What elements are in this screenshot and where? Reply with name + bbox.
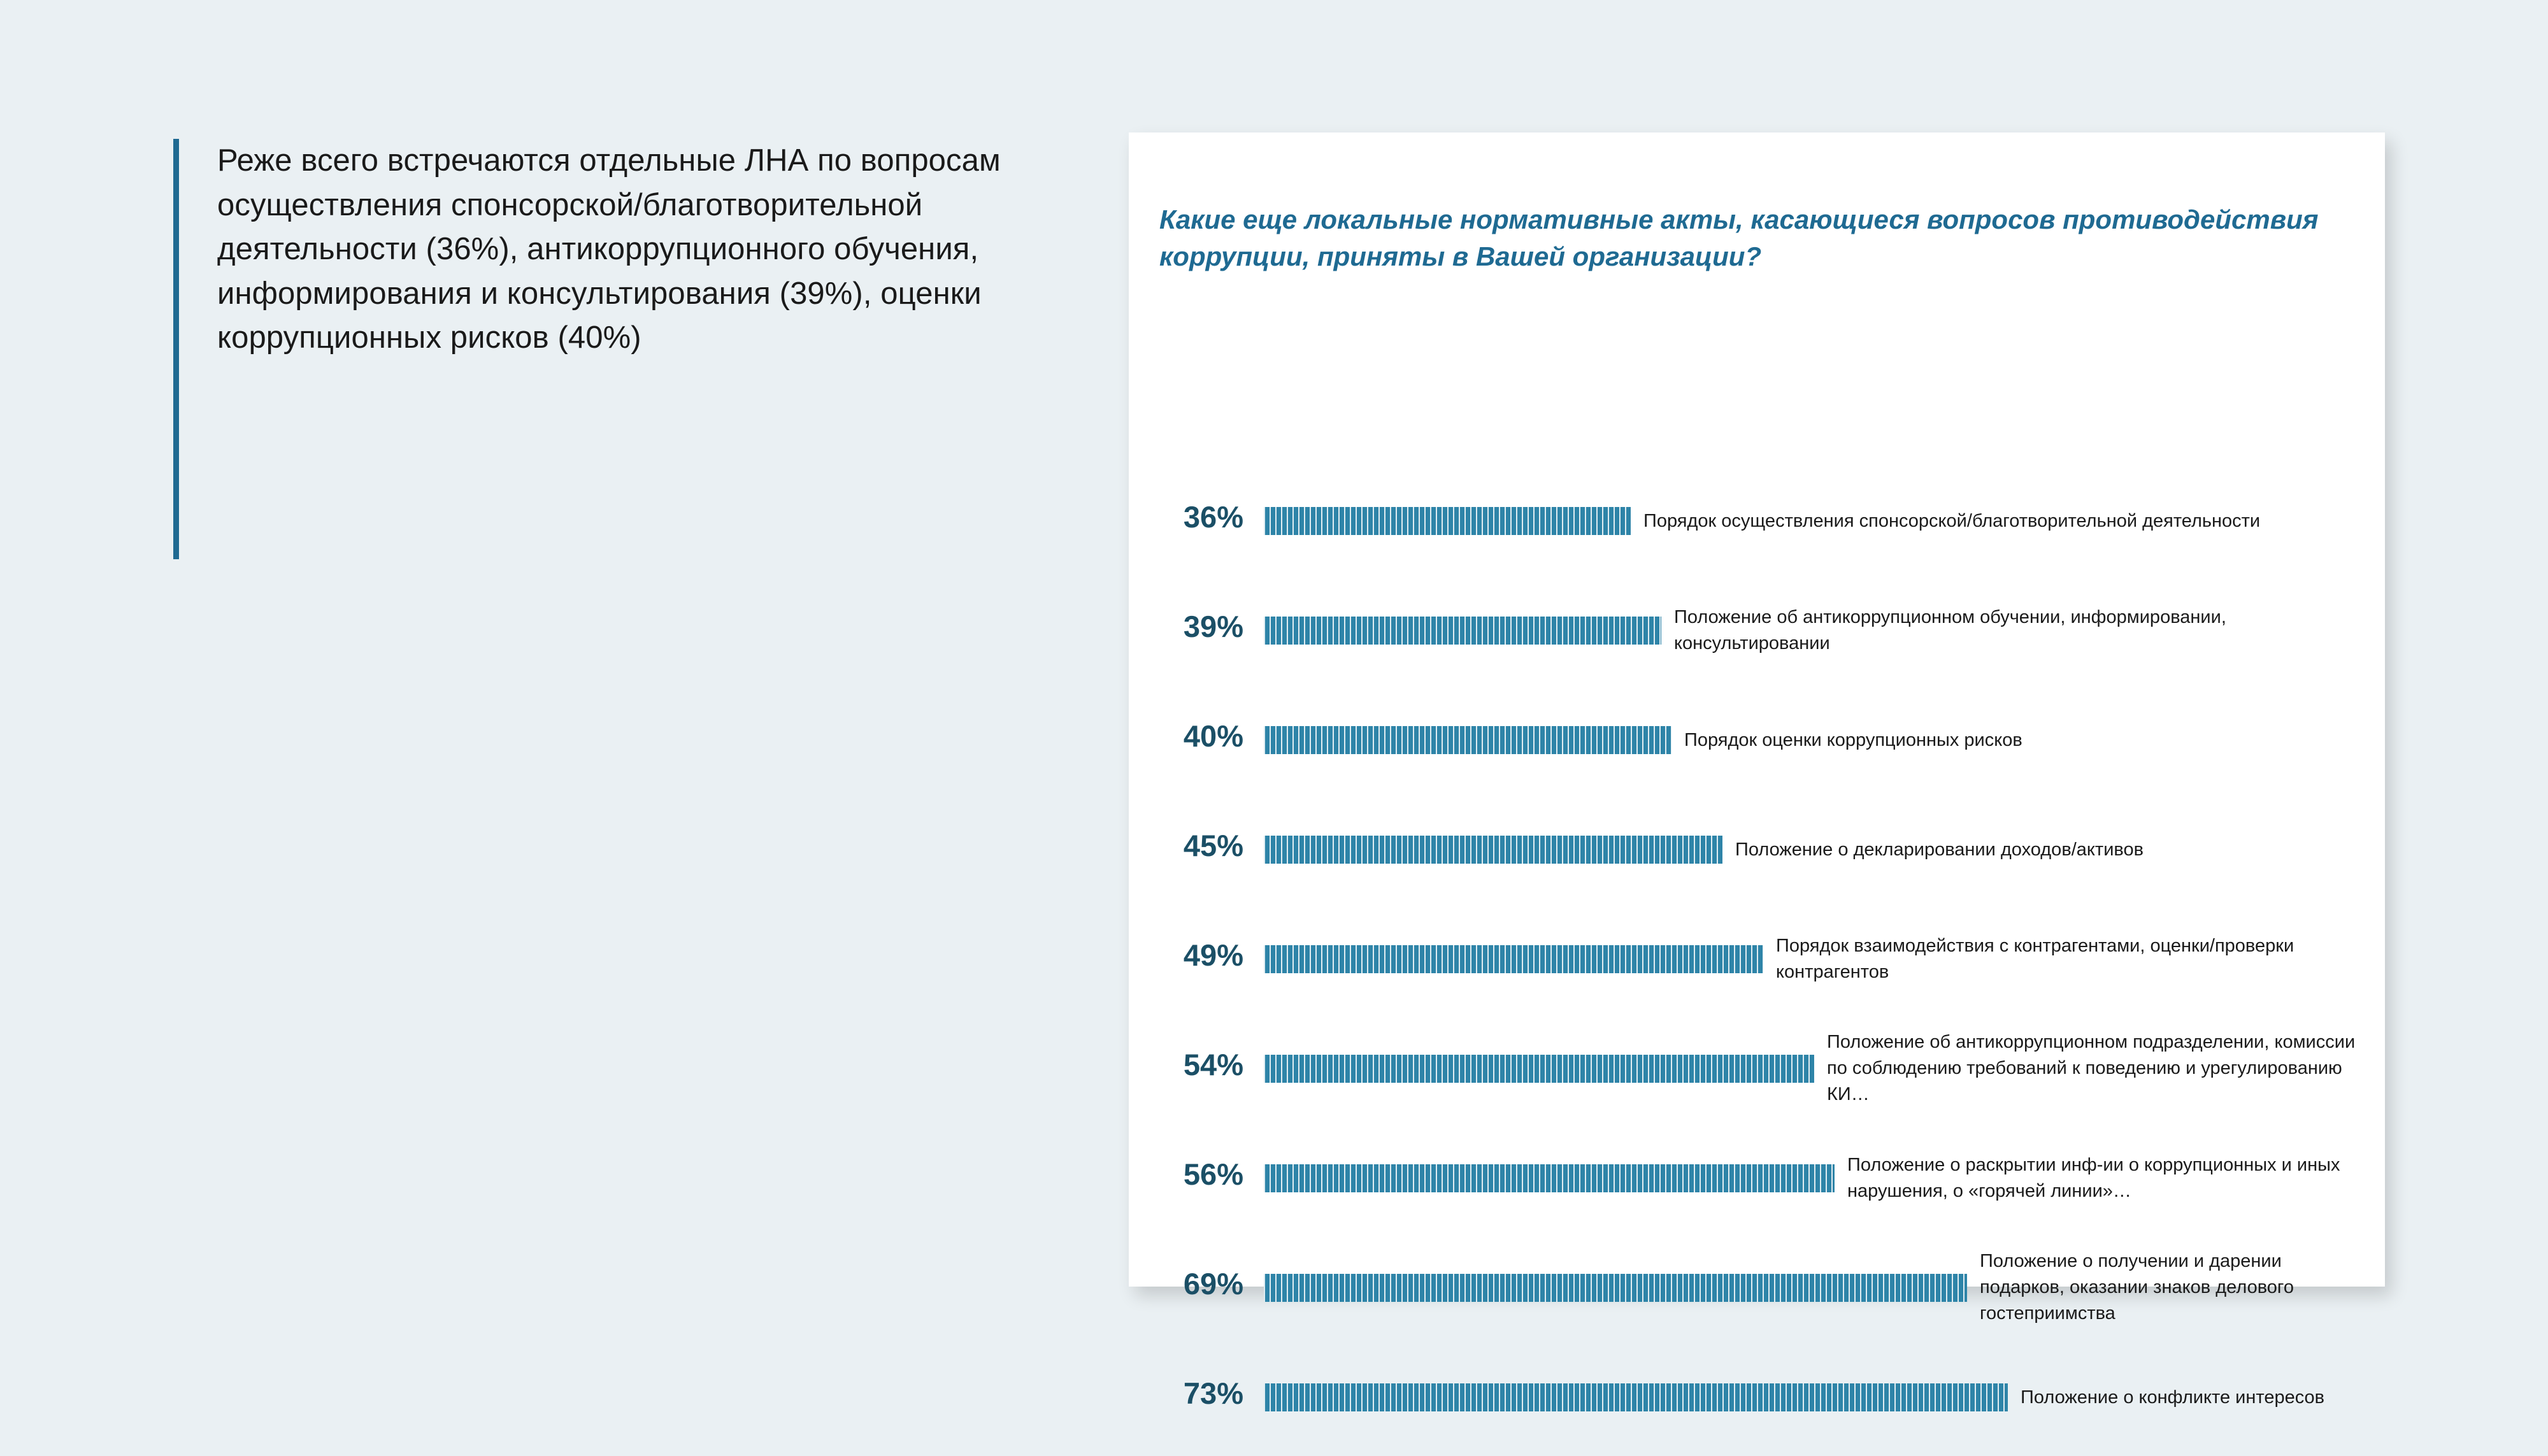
bar (1264, 836, 1722, 864)
bar-category-label: Положение о декларировании доходов/активов (1735, 839, 2144, 860)
bar-value-label: 40% (1183, 719, 1243, 753)
bar-chart (1129, 470, 2385, 1456)
bar-value-label: 36% (1183, 500, 1243, 534)
bar-value-label: 54% (1183, 1048, 1243, 1081)
bar-value-label: 56% (1183, 1157, 1243, 1191)
bar (1264, 1055, 1814, 1083)
bar-fill (1264, 1383, 2008, 1411)
chart-title: Какие еще локальные нормативные акты, касающиеся вопросов противодействия коррупции, приняты в Вашей организации? (1159, 204, 2326, 271)
bar (1264, 507, 1631, 535)
bar-row (1129, 1237, 2385, 1346)
bar-fill (1264, 617, 1661, 645)
bar-value-label: 73% (1183, 1376, 1243, 1410)
bar-value-label: 39% (1183, 610, 1243, 643)
bar (1264, 617, 1661, 645)
bar-fill (1264, 507, 1631, 535)
bar-fill (1264, 945, 1763, 973)
bar (1264, 1164, 1835, 1192)
bar-category-label: Положение об антикоррупционном обучении, информировании, консультировании (1674, 607, 2231, 654)
bar-value-label: 45% (1183, 829, 1243, 862)
bar-category-label: Положение об антикоррупционном подразделении, комиссии по соблюдению требований к поведению и урегулированию КИ… (1827, 1032, 2361, 1105)
chart-card (1129, 132, 2385, 1410)
bar-row (1129, 1346, 2385, 1456)
bar (1264, 726, 1671, 754)
bar-category-label: Порядок осуществления спонсорской/благотворительной деятельности (1643, 511, 2261, 531)
bar-row (1129, 1018, 2385, 1127)
commentary-text: Реже всего встречаются отдельные ЛНА по вопросам осуществления спонсорской/благотворительной деятельности (36%), антикоррупционного обучения, информирования и консультирования (39%), оценки коррупционных рисков (40%) (217, 143, 1010, 355)
bar-fill (1264, 1274, 1967, 1302)
bar-category-label: Положение о получении и дарении подарков, оказании знаков делового гостеприимства (1980, 1251, 2300, 1324)
bar-fill (1264, 836, 1722, 864)
bar-category-label: Положение о конфликте интересов (2021, 1387, 2325, 1408)
bar-row (1129, 689, 2385, 799)
bar-category-label: Положение о раскрытии инф-ии о коррупционных и иных нарушения, о «горячей линии»… (1847, 1155, 2345, 1202)
bar-row (1129, 580, 2385, 689)
bar-category-label: Порядок взаимодействия с контрагентами, оценки/проверки контрагентов (1776, 936, 2300, 983)
bar-value-label: 49% (1183, 938, 1243, 972)
bar (1264, 945, 1763, 973)
bar-category-label: Порядок оценки коррупционных рисков (1684, 730, 2022, 750)
bar-row (1129, 1127, 2385, 1237)
commentary-block (173, 139, 1084, 559)
bar-fill (1264, 726, 1671, 754)
bar (1264, 1383, 2008, 1411)
bar-fill (1264, 1164, 1835, 1192)
bar-row (1129, 799, 2385, 908)
bar-value-label: 69% (1183, 1267, 1243, 1301)
bar (1264, 1274, 1967, 1302)
bar-fill (1264, 1055, 1814, 1083)
bar-row (1129, 470, 2385, 580)
bar-row (1129, 908, 2385, 1018)
